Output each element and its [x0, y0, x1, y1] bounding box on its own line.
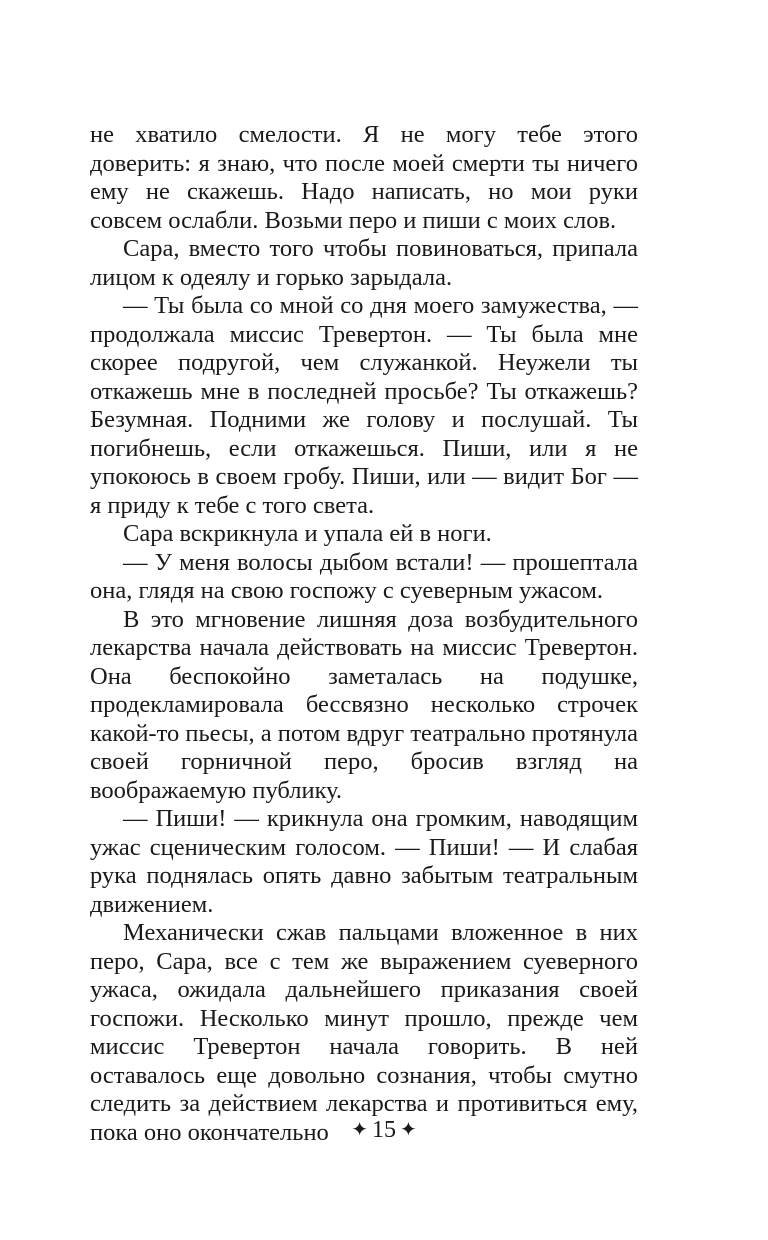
- paragraph-3: — Ты была со мной со дня моего замужества, — продолжала миссис Тревертон. — Ты была мне скорее подругой, чем служанкой. Неужели ты откажешь мне в последней просьбе? Ты откажешь? Безумная. Подними же голову и послушай. Ты погибнешь, если откажешься. Пиши, или я не упокоюсь в своем гробу. Пиши, или — видит Бог — я приду к тебе с того света.: [90, 292, 638, 519]
- body-text: [90, 121, 638, 1147]
- paragraph-7: — Пиши! — крикнула она громким, наводящим ужас сценическим голосом. — Пиши! — И слабая рука поднялась опять давно забытым театральным движением.: [90, 805, 638, 918]
- page-footer: [0, 1116, 768, 1144]
- page-number: 15: [372, 1117, 396, 1143]
- ornament-left-icon: ✦: [351, 1119, 368, 1141]
- paragraph-4: Сара вскрикнула и упала ей в ноги.: [123, 520, 492, 547]
- ornament-right-icon: ✦: [400, 1119, 417, 1141]
- paragraph-2: Сара, вместо того чтобы повиноваться, припала лицом к одеялу и горько зарыдала.: [90, 235, 638, 291]
- paragraph-8: Механически сжав пальцами вложенное в них перо, Сара, все с тем же выражением суеверного ужаса, ожидала дальнейшего приказания своей госпожи. Несколько минут прошло, прежде чем миссис Тревертон начала говорить. В ней оставалось еще довольно сознания, чтобы смутно следить за действием лекарства и противиться ему, пока оно окончательно: [90, 919, 638, 1146]
- paragraph-6: В это мгновение лишняя доза возбудительного лекарства начала действовать на миссис Тревертон. Она беспокойно заметалась на подушке, продекламировала бессвязно несколько строчек какой-то пьесы, а потом вдруг театрально протянула своей горничной перо, бросив взгляд на воображаемую публику.: [90, 605, 638, 804]
- paragraph-5: — У меня волосы дыбом встали! — прошептала она, глядя на свою госпожу с суеверным ужасом.: [90, 548, 638, 604]
- paragraph-1: не хватило смелости. Я не могу тебе этого доверить: я знаю, что после моей смерти ты ничего ему не скажешь. Надо написать, но мои руки совсем ослабли. Возьми перо и пиши с моих слов.: [90, 121, 638, 234]
